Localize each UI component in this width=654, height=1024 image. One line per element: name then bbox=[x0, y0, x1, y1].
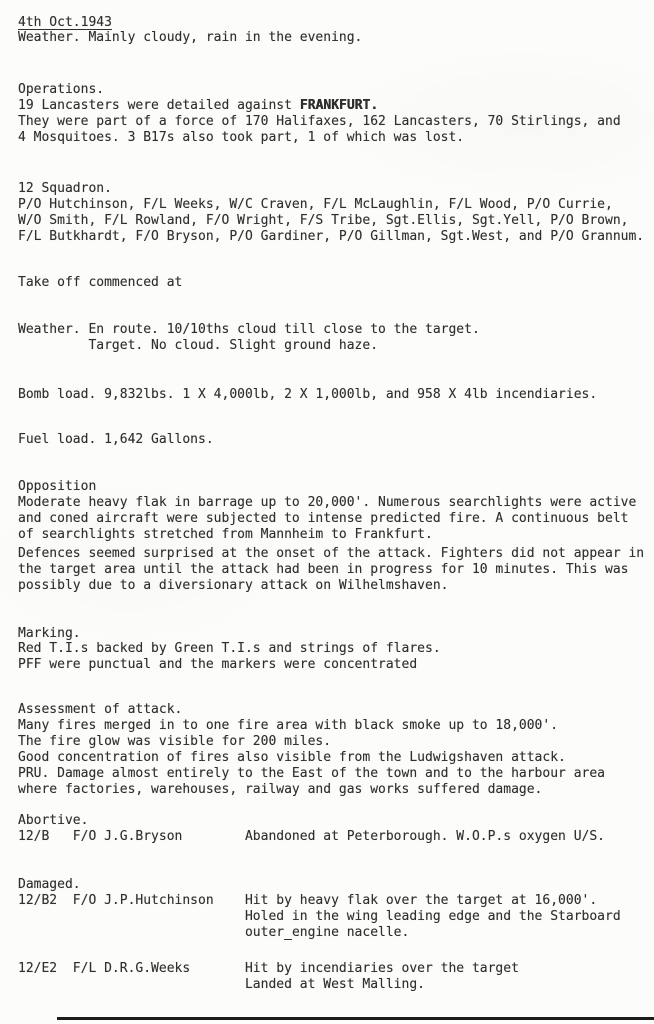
weather-summary-line: Weather. Mainly cloudy, rain in the evening. bbox=[18, 30, 363, 45]
opposition-line: of searchlights stretched from Mannheim to Frankfurt. bbox=[18, 527, 433, 542]
damaged-entry-line: 12/B2 F/O J.P.Hutchinson Hit by heavy flak over the target at 16,000'. bbox=[18, 893, 598, 908]
opposition-heading: Opposition bbox=[18, 479, 97, 494]
abortive-heading: Abortive. bbox=[18, 813, 89, 828]
opposition-line: the target area until the attack had been in progress for 10 minutes. This was bbox=[18, 562, 629, 577]
takeoff-line: Take off commenced at bbox=[18, 275, 183, 290]
assessment-line: where factories, warehouses, railway and gas works suffered damage. bbox=[18, 782, 543, 797]
weather-enroute-line: Weather. En route. 10/10ths cloud till close to the target. bbox=[18, 322, 480, 337]
scan-edge-line bbox=[57, 1017, 654, 1020]
operations-line: 4 Mosquitoes. 3 B17s also took part, 1 of which was lost. bbox=[18, 130, 465, 145]
damaged-entry-line: outer engine nacelle. bbox=[18, 925, 410, 940]
abortive-entry-line: 12/B F/O J.G.Bryson Abandoned at Peterborough. W.O.P.s oxygen U/S. bbox=[18, 829, 605, 844]
marking-line: Red T.I.s backed by Green T.I.s and strings of flares. bbox=[18, 641, 441, 656]
operations-heading: Operations. bbox=[18, 82, 105, 97]
opposition-line: Defences seemed surprised at the onset of the attack. Fighters did not appear in bbox=[18, 546, 645, 561]
marking-line: PFF were punctual and the markers were concentrated bbox=[18, 657, 418, 672]
assessment-line: Many fires merged in to one fire area with black smoke up to 18,000'. bbox=[18, 718, 559, 733]
bomb-load-line: Bomb load. 9,832lbs. 1 X 4,000lb, 2 X 1,000lb, and 958 X 4lb incendiaries. bbox=[18, 387, 598, 402]
operations-line: They were part of a force of 170 Halifaxes, 162 Lancasters, 70 Stirlings, and bbox=[18, 114, 621, 129]
opposition-line: Moderate heavy flak in barrage up to 20,000'. Numerous searchlights were active bbox=[18, 495, 637, 510]
squadron-heading: 12 Squadron. bbox=[18, 181, 112, 196]
assessment-line: Good concentration of fires also visible from the Ludwigshaven attack. bbox=[18, 750, 566, 765]
opposition-line: and coned aircraft were subjected to intense predicted fire. A continuous belt bbox=[18, 511, 629, 526]
marking-heading: Marking. bbox=[18, 626, 81, 641]
weather-target-line: Target. No cloud. Slight ground haze. bbox=[18, 338, 379, 353]
date-heading: 4th Oct.1943 bbox=[18, 15, 112, 30]
damaged-entry-line: Holed in the wing leading edge and the Starboard bbox=[18, 909, 621, 924]
damaged-entry-line: 12/E2 F/L D.R.G.Weeks Hit by incendiaries over the target bbox=[18, 961, 519, 976]
crew-list-line: W/O Smith, F/L Rowland, F/O Wright, F/S Tribe, Sgt.Ellis, Sgt.Yell, P/O Brown, bbox=[18, 213, 629, 228]
operations-line: 19 Lancasters were detailed against FRANKFURT. bbox=[18, 98, 379, 113]
crew-list-line: P/O Hutchinson, F/L Weeks, W/C Craven, F/L McLaughlin, F/L Wood, P/O Currie, bbox=[18, 197, 613, 212]
assessment-line: The fire glow was visible for 200 miles. bbox=[18, 734, 332, 749]
crew-list-line: F/L Butkhardt, F/O Bryson, P/O Gardiner, P/O Gillman, Sgt.West, and P/O Grannum. bbox=[18, 229, 645, 244]
fuel-load-line: Fuel load. 1,642 Gallons. bbox=[18, 432, 214, 447]
opposition-line: possibly due to a diversionary attack on Wilhelmshaven. bbox=[18, 578, 449, 593]
assessment-heading: Assessment of attack. bbox=[18, 702, 183, 717]
assessment-line: PRU. Damage almost entirely to the East of the town and to the harbour area bbox=[18, 766, 605, 781]
damaged-heading: Damaged. bbox=[18, 877, 81, 892]
damaged-entry-line: Landed at West Malling. bbox=[18, 977, 425, 992]
